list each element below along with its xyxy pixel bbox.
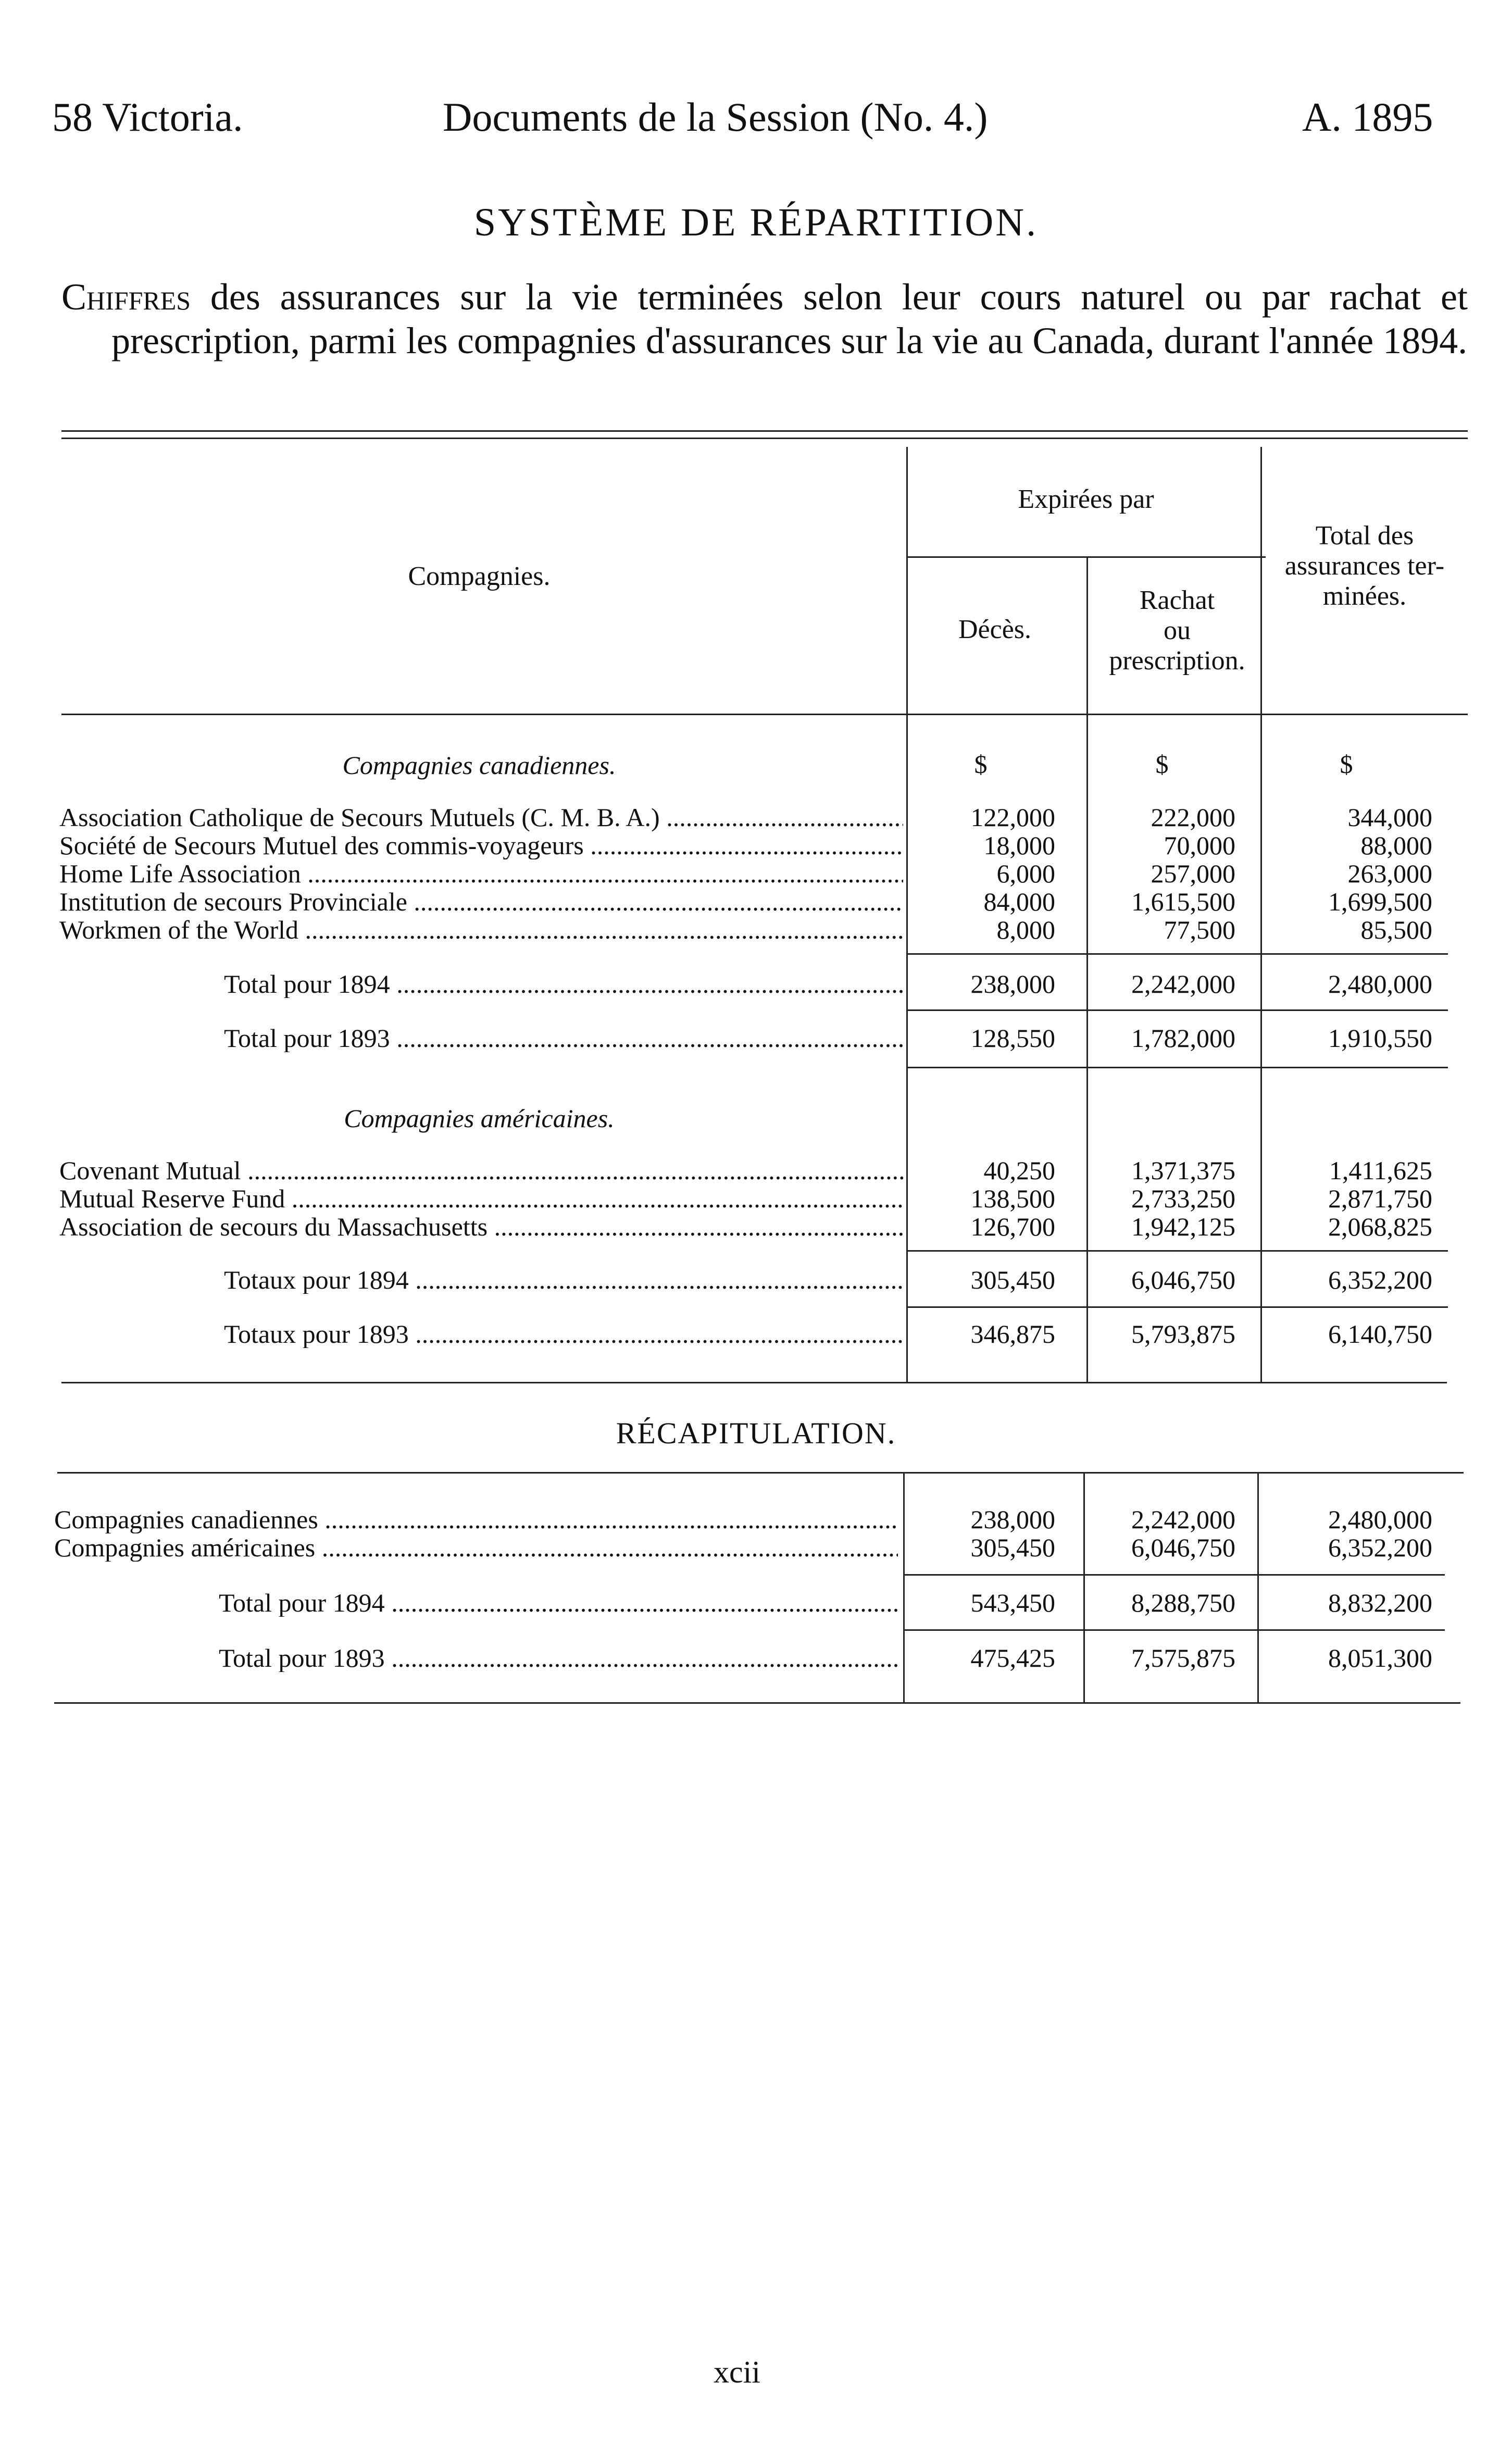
col-total-line3: minées. — [1322, 581, 1407, 611]
table-row — [0, 1184, 1512, 1213]
row-name: Totaux pour 1894 ..... — [224, 1266, 903, 1294]
section-title-canadian: Compagnies canadiennes. — [342, 751, 616, 780]
row-total: 8,832,200 — [1328, 1588, 1432, 1617]
row-total: 6,352,200 — [1328, 1265, 1432, 1294]
total-row-1894 — [0, 1266, 1512, 1294]
row-name: Total pour 1893 ..... — [219, 1644, 898, 1672]
recap-total-1893 — [0, 1644, 1512, 1672]
row-rachat: 1,782,000 — [1131, 1024, 1235, 1053]
col-rachat-line2: ou — [1164, 616, 1191, 645]
row-deces: 238,000 — [970, 1505, 1055, 1534]
col-rachat-line1: Rachat — [1139, 585, 1215, 615]
row-total: 263,000 — [1347, 859, 1432, 888]
subtotal-rule — [906, 1250, 1448, 1252]
col-expired-header: Expirées par — [1018, 484, 1154, 514]
row-deces: 40,250 — [983, 1156, 1055, 1185]
recap-bottom-rule — [54, 1702, 1460, 1704]
row-name: Total pour 1894 ..... — [219, 1589, 898, 1617]
col-total-header — [1260, 521, 1469, 612]
row-deces: 543,450 — [970, 1588, 1055, 1617]
currency-row — [0, 750, 1512, 778]
intro-lead: Chiffres — [61, 276, 191, 318]
intro-paragraph — [61, 275, 1468, 363]
currency-rachat: $ — [1155, 750, 1169, 779]
row-total: 8,051,300 — [1328, 1643, 1432, 1673]
row-total: 1,699,500 — [1328, 887, 1432, 916]
row-name: Association Catholique de Secours Mutuels (C. M. B. A.) ..... — [59, 803, 903, 831]
row-rachat: 6,046,750 — [1131, 1265, 1235, 1294]
page-title: SYSTÈME DE RÉPARTITION. — [473, 201, 1039, 244]
recap-total-1894 — [0, 1589, 1512, 1617]
recap-subtotal-rule — [903, 1629, 1445, 1631]
table-row — [0, 1156, 1512, 1184]
header-right: A. 1895 — [1302, 94, 1433, 140]
recap-subtotal-rule — [903, 1574, 1445, 1576]
row-total: 2,480,000 — [1328, 969, 1432, 999]
subtotal-rule — [906, 1306, 1448, 1308]
row-name: Association de secours du Massachusetts ..... — [59, 1213, 903, 1241]
row-deces: 8,000 — [996, 915, 1055, 944]
recap-title: RÉCAPITULATION. — [616, 1416, 896, 1450]
row-rachat: 2,242,000 — [1131, 969, 1235, 999]
row-rachat: 1,942,125 — [1131, 1212, 1235, 1241]
col-company-header: Compagnies. — [408, 561, 551, 591]
expired-subheader-rule — [906, 556, 1266, 558]
row-name: Covenant Mutual ..... — [59, 1156, 903, 1184]
row-deces: 346,875 — [970, 1319, 1055, 1349]
row-deces: 475,425 — [970, 1643, 1055, 1673]
row-total: 6,140,750 — [1328, 1319, 1432, 1349]
row-rachat: 1,371,375 — [1131, 1156, 1235, 1185]
header-center: Documents de la Session (No. 4.) — [443, 94, 988, 140]
col-rachat-header — [1089, 585, 1266, 676]
row-total: 6,352,200 — [1328, 1533, 1432, 1562]
row-name: Workmen of the World ..... — [59, 916, 903, 944]
row-name: Total pour 1894 ..... — [224, 970, 903, 998]
row-name: Société de Secours Mutuel des commis-voyageurs ..... — [59, 831, 903, 859]
row-rachat: 5,793,875 — [1131, 1319, 1235, 1349]
row-deces: 305,450 — [970, 1533, 1055, 1562]
recap-top-rule — [57, 1472, 1464, 1474]
row-name: Institution de secours Provinciale ..... — [59, 888, 903, 916]
row-deces: 305,450 — [970, 1265, 1055, 1294]
subtotal-rule — [906, 1009, 1448, 1011]
row-name: Compagnies américaines ..... — [54, 1533, 898, 1562]
row-name: Mutual Reserve Fund ..... — [59, 1184, 903, 1213]
row-deces: 126,700 — [970, 1212, 1055, 1241]
table-bottom-rule — [61, 1382, 1447, 1383]
top-rule-1 — [61, 430, 1468, 432]
header-left: 58 Victoria. — [52, 94, 243, 140]
row-total: 1,411,625 — [1329, 1156, 1432, 1185]
row-name: Total pour 1893 ..... — [224, 1024, 903, 1052]
table-row — [0, 803, 1512, 831]
row-rachat: 2,733,250 — [1131, 1184, 1235, 1213]
table-row — [0, 831, 1512, 859]
row-rachat: 257,000 — [1151, 859, 1235, 888]
row-name: Totaux pour 1893 ..... — [224, 1320, 903, 1348]
total-row-1893 — [0, 1320, 1512, 1348]
recap-row — [0, 1533, 1512, 1562]
table-row — [0, 888, 1512, 916]
row-rachat: 8,288,750 — [1131, 1588, 1235, 1617]
table-row — [0, 859, 1512, 888]
intro-text: des assurances sur la vie terminées selon leur cours naturel ou par rachat et prescription, parmi les compagnies d'assurances sur la vie au Canada, durant l'année 1894. — [111, 276, 1468, 361]
table-row — [0, 916, 1512, 944]
row-total: 1,910,550 — [1328, 1024, 1432, 1053]
section-end-rule — [906, 1067, 1448, 1068]
row-total: 2,871,750 — [1328, 1184, 1432, 1213]
row-deces: 238,000 — [970, 969, 1055, 999]
col-rachat-line3: prescription. — [1109, 646, 1245, 676]
row-total: 344,000 — [1347, 803, 1432, 832]
row-name: Compagnies canadiennes ..... — [54, 1505, 898, 1533]
row-total: 88,000 — [1360, 831, 1432, 860]
col-total-line1: Total des — [1315, 521, 1414, 551]
row-total: 85,500 — [1360, 915, 1432, 944]
currency-deces: $ — [974, 750, 988, 779]
row-deces: 138,500 — [970, 1184, 1055, 1213]
col-total-line2: assurances ter- — [1284, 551, 1445, 581]
subtotal-rule — [906, 953, 1448, 955]
row-rachat: 222,000 — [1151, 803, 1235, 832]
col-deces-header: Décès. — [958, 615, 1032, 644]
row-rachat: 2,242,000 — [1131, 1505, 1235, 1534]
row-total: 2,068,825 — [1328, 1212, 1432, 1241]
row-rachat: 70,000 — [1164, 831, 1235, 860]
section-title-american: Compagnies américaines. — [344, 1104, 615, 1133]
currency-total: $ — [1340, 750, 1353, 779]
header-bottom-rule — [61, 714, 1468, 715]
recap-row — [0, 1505, 1512, 1533]
row-rachat: 1,615,500 — [1131, 887, 1235, 916]
row-deces: 122,000 — [970, 803, 1055, 832]
row-rachat: 6,046,750 — [1131, 1533, 1235, 1562]
page-number: xcii — [714, 2355, 760, 2389]
table-row — [0, 1213, 1512, 1241]
row-deces: 84,000 — [983, 887, 1055, 916]
row-deces: 18,000 — [983, 831, 1055, 860]
row-rachat: 7,575,875 — [1131, 1643, 1235, 1673]
top-rule-2 — [61, 438, 1468, 439]
row-rachat: 77,500 — [1164, 915, 1235, 944]
total-row-1894 — [0, 970, 1512, 998]
row-total: 2,480,000 — [1328, 1505, 1432, 1534]
total-row-1893 — [0, 1024, 1512, 1052]
row-deces: 6,000 — [996, 859, 1055, 888]
row-name: Home Life Association ..... — [59, 859, 903, 888]
row-deces: 128,550 — [970, 1024, 1055, 1053]
